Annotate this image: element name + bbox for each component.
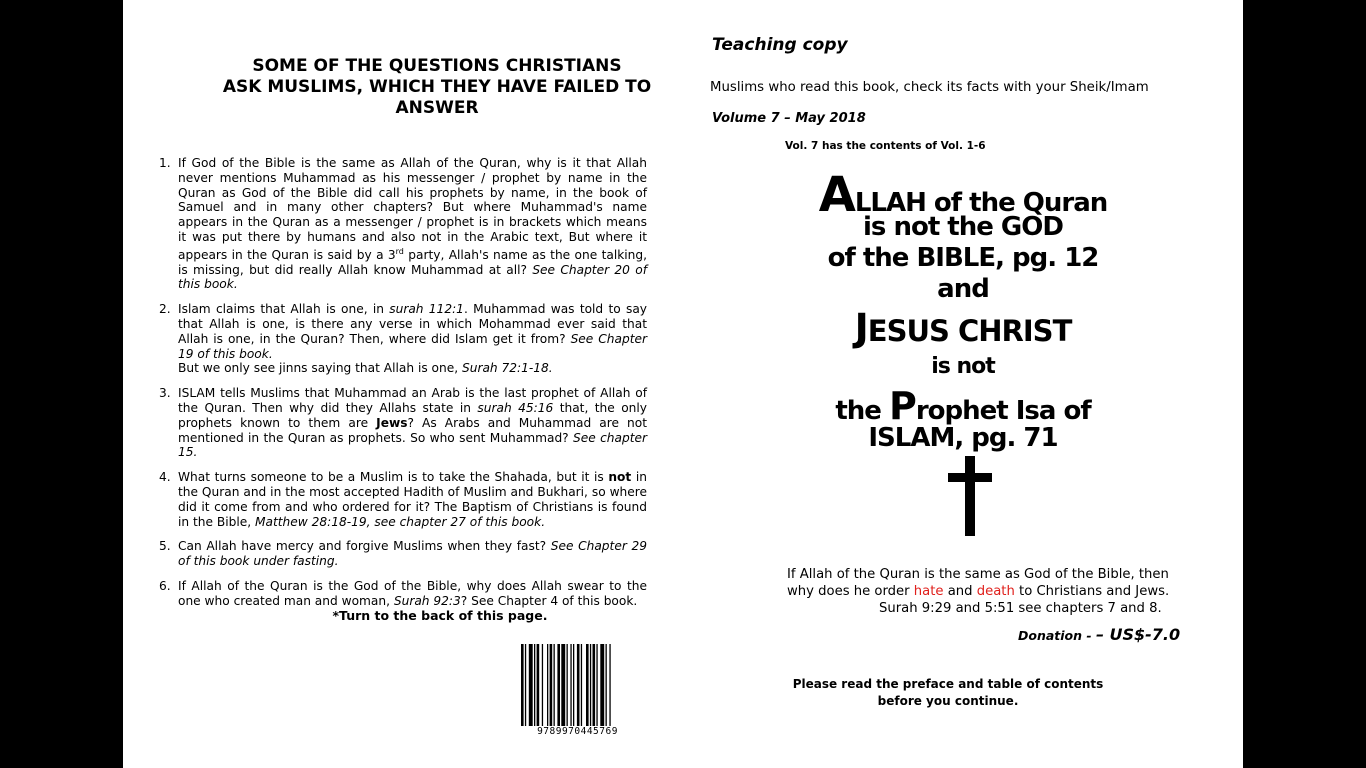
teaching-copy-label: Teaching copy (712, 35, 848, 55)
barcode-number: 9789970445769 (537, 726, 618, 737)
death-word: death (976, 584, 1015, 599)
headline-line-7: the Prophet Isa of (835, 384, 1091, 428)
questions-list (159, 156, 647, 619)
barcode-bars (521, 644, 636, 726)
contents-note: Vol. 7 has the contents of Vol. 1-6 (785, 140, 986, 152)
headline-line-1: ALLAH of the Quran (818, 167, 1108, 223)
headline-line-3: of the BIBLE, pg. 12 (827, 243, 1099, 273)
headline-line-4: and (937, 274, 989, 304)
closing-statement: If Allah of the Quran is the same as God of the Bible, then why does he order hate and death to Christians and Jews. Surah 9:29 and 5:51 see chapters 7 and 8. (787, 567, 1170, 616)
question-1: 1. If God of the Bible is the same as Allah of the Quran, why is it that Allah never mentions Muhammad as his messenger / prophet by name in the Quran as God of the Bible did call his prophets by name, in the book of Samuel and in many other chapters? But where Muhammad's name appears in the Quran as a messenger / prophet is in brackets which means it was put there by humans and also not in the Arabic text, But where it appears in the Quran is said by a 3rd party, Allah's name as the one talking, is missing, but did really Allah know Muhammad at all? See Chapter 20 of this book. (159, 156, 648, 292)
headline-line-8: ISLAM, pg. 71 (868, 423, 1058, 453)
volume-label: Volume 7 – May 2018 (712, 111, 866, 126)
turn-page-note: *Turn to the back of this page. (332, 608, 548, 623)
question-2: 2. Islam claims that Allah is one, in surah 112:1. Muhammad was told to say that Allah is one, is there any verse in which Mohammad ever said that Allah is one, in the Quran? Then, where did Islam get it from? See Chapter 19 of this book. But we only see jinns saying that Allah is one, Surah 72:1-18. (159, 302, 647, 376)
headline-line-2: is not the GOD (863, 212, 1063, 242)
headline-line-5: JESUS CHRIST (854, 306, 1072, 350)
hate-word: hate (913, 584, 944, 599)
question-6: 6. If Allah of the Quran is the God of the Bible, why does Allah swear to the one who created man and woman, Surah 92:3? See Chapter 4 of this book. (159, 578, 647, 608)
question-2-note: But we only see jinns saying that Allah is one, Surah 72:1-18. (178, 361, 553, 376)
isbn-barcode (521, 644, 636, 737)
donation-price: Donation - – US$-7.0 (1018, 625, 1181, 644)
question-4: 4. What turns someone to be a Muslim is to take the Shahada, but it is not in the Quran and in the most accepted Hadith of Muslim and Bukhari, so where did it come from and who ordered for it? The Baptism of Christians is found in the Bible, Matthew 28:18-19, see chapter 27 of this book. (159, 470, 647, 529)
check-facts-note: Muslims who read this book, check its facts with your Sheik/Imam (710, 80, 1149, 95)
questions-heading: SOME OF THE QUESTIONS CHRISTIANS ASK MUSLIMS, WHICH THEY HAVE FAILED TO ANSWER (222, 56, 652, 118)
headline-line-6: is not (931, 354, 995, 379)
book-cover-spread (123, 0, 1243, 768)
cross-icon (948, 456, 992, 536)
question-3: 3. ISLAM tells Muslims that Muhammad an Arab is the last prophet of Allah of the Quran. Then why did they Allahs state in surah 45:16 that, the only prophets known to them are Jews? As Arabs and Muhammad are not mentioned in the Quran as prophets. So who sent Muhammad? See chapter 15. (159, 386, 647, 460)
question-5: 5. Can Allah have mercy and forgive Muslims when they fast? See Chapter 29 of this book under fasting. (159, 539, 647, 569)
preface-note: Please read the preface and table of contents before you continue. (792, 677, 1104, 708)
